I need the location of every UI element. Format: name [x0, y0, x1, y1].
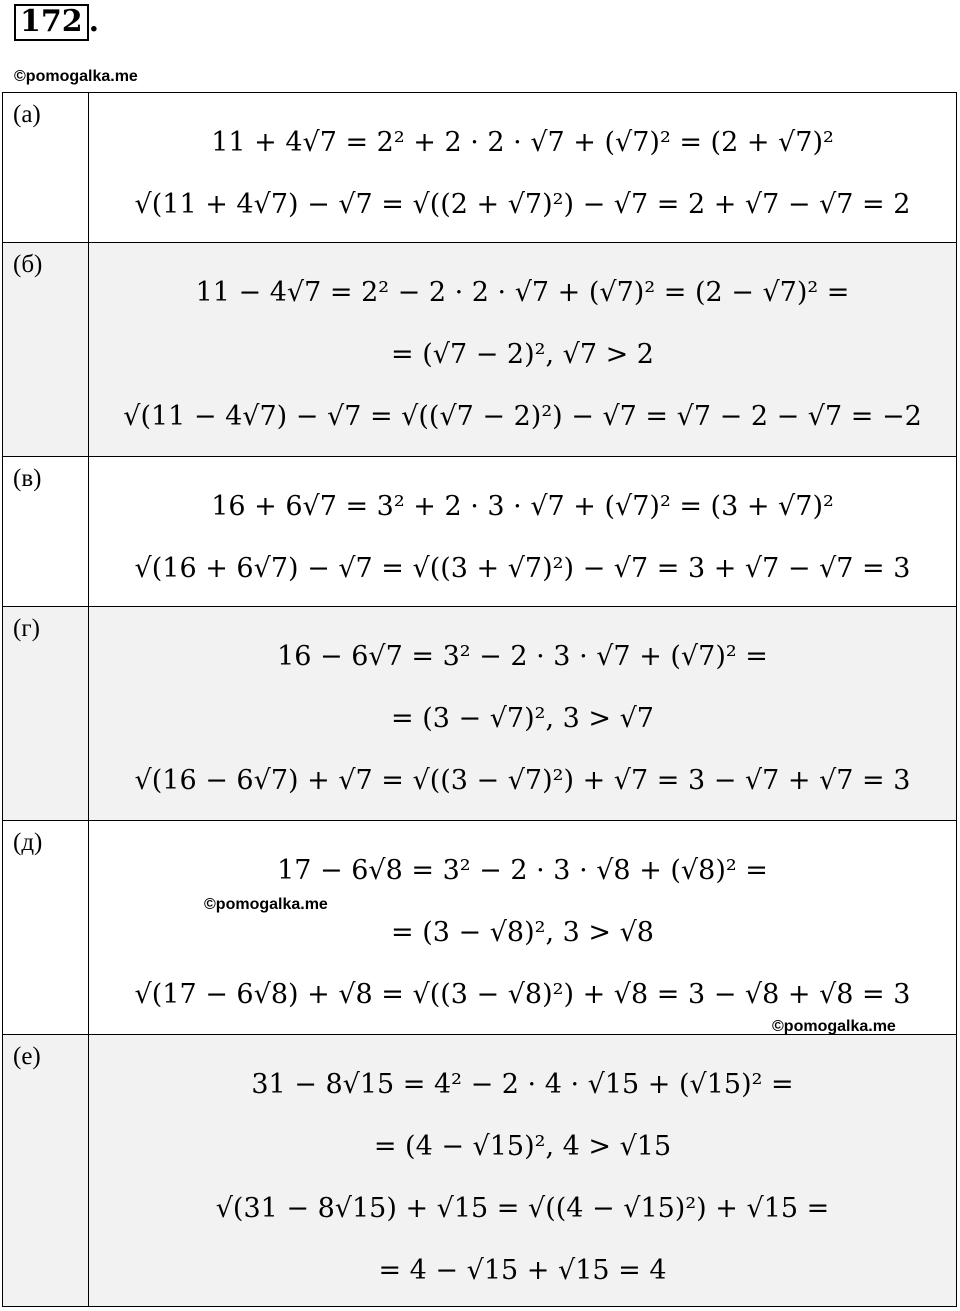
problem-number-dot: . — [88, 4, 100, 39]
equation-line: = (3 − √8)², 3 > √8 — [391, 916, 654, 948]
row-label: (е) — [3, 1035, 89, 1307]
equation-line: 16 − 6√7 = 3² − 2 · 3 · √7 + (√7)² = — [277, 640, 768, 672]
row-a — [3, 93, 957, 243]
equation-line: 11 + 4√7 = 2² + 2 · 2 · √7 + (√7)² = (2 + √7)² — [211, 126, 834, 158]
equation-line: √(16 − 6√7) + √7 = √((3 − √7)²) + √7 = 3 − √7 + √7 = 3 — [134, 764, 911, 796]
row-b — [3, 243, 957, 457]
math-cell — [89, 1035, 957, 1307]
row-label: (а) — [3, 93, 89, 243]
equation-line: 17 − 6√8 = 3² − 2 · 3 · √8 + (√8)² = — [277, 854, 768, 886]
equation-line: √(17 − 6√8) + √8 = √((3 − √8)²) + √8 = 3 − √8 + √8 = 3 — [134, 978, 911, 1010]
equation-line: 11 − 4√7 = 2² − 2 · 2 · √7 + (√7)² = (2 − √7)² = — [195, 276, 850, 308]
row-label: (д) — [3, 821, 89, 1035]
row-e — [3, 1035, 957, 1307]
row-g — [3, 607, 957, 821]
watermark-top: ©pomogalka.me — [14, 68, 138, 85]
row-label: (в) — [3, 457, 89, 607]
equation-line: √(31 − 8√15) + √15 = √((4 − √15)²) + √15 = — [215, 1192, 830, 1224]
math-cell — [89, 457, 957, 607]
math-cell — [89, 243, 957, 457]
watermark-middle: ©pomogalka.me — [204, 896, 328, 913]
problem-number — [14, 4, 99, 41]
problem-number-box: 172 — [14, 4, 89, 41]
watermark-bottom: ©pomogalka.me — [772, 1018, 896, 1035]
row-label: (г) — [3, 607, 89, 821]
row-d — [3, 821, 957, 1035]
equation-line: 16 + 6√7 = 3² + 2 · 3 · √7 + (√7)² = (3 + √7)² — [211, 490, 834, 522]
equation-line: √(11 + 4√7) − √7 = √((2 + √7)²) − √7 = 2 + √7 − √7 = 2 — [134, 188, 911, 220]
equation-line: = (3 − √7)², 3 > √7 — [391, 702, 654, 734]
solution-table — [2, 92, 957, 1307]
math-cell — [89, 93, 957, 243]
equation-line: 31 − 8√15 = 4² − 2 · 4 · √15 + (√15)² = — [251, 1068, 794, 1100]
equation-line: √(11 − 4√7) − √7 = √((√7 − 2)²) − √7 = √7 − 2 − √7 = −2 — [123, 400, 922, 432]
row-label: (б) — [3, 243, 89, 457]
equation-line: √(16 + 6√7) − √7 = √((3 + √7)²) − √7 = 3 + √7 − √7 = 3 — [134, 552, 911, 584]
row-v — [3, 457, 957, 607]
math-cell — [89, 821, 957, 1035]
equation-line: = (4 − √15)², 4 > √15 — [373, 1130, 672, 1162]
equation-line: = 4 − √15 + √15 = 4 — [378, 1254, 667, 1286]
equation-line: = (√7 − 2)², √7 > 2 — [391, 338, 654, 370]
math-cell — [89, 607, 957, 821]
